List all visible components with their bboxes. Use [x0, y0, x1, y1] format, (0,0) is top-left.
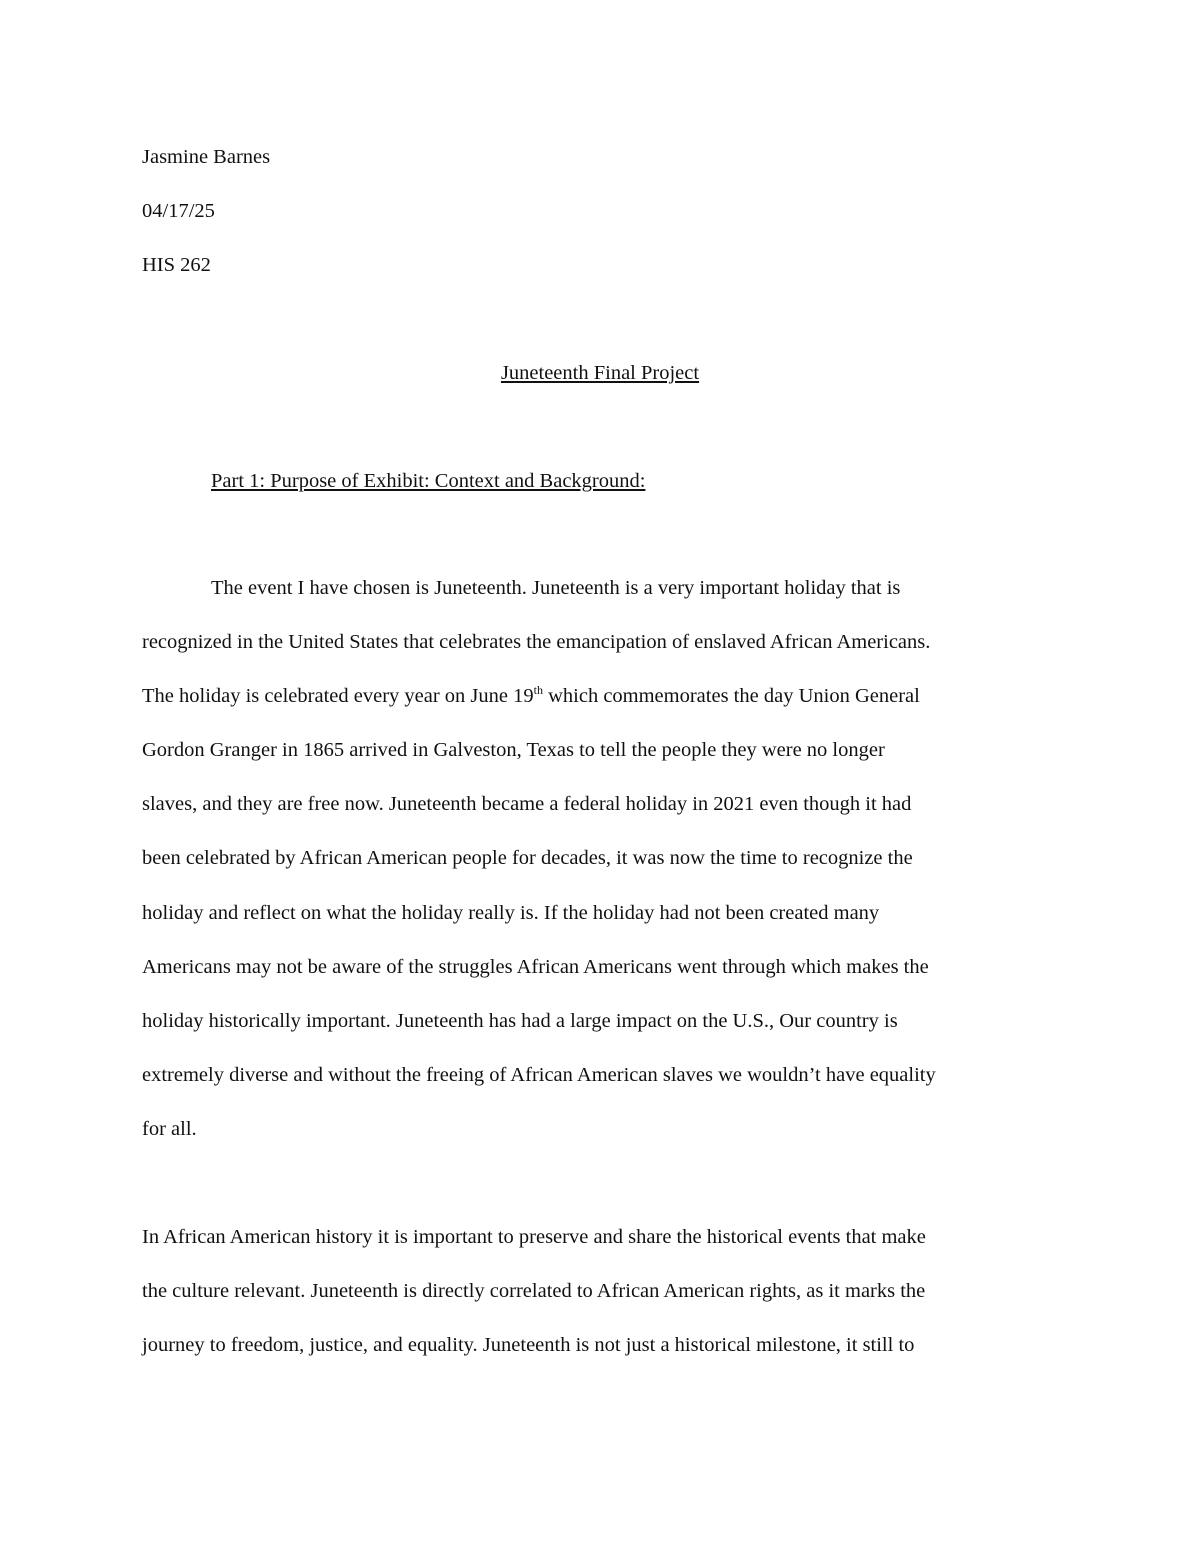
ordinal-suffix: th [533, 683, 543, 698]
paragraph-line: the culture relevant. Juneteenth is directly correlated to African American rights, as it marks the [142, 1280, 926, 1303]
submission-date: 04/17/25 [142, 200, 215, 222]
paragraph-line: recognized in the United States that celebrates the emancipation of enslaved African Americans. [142, 631, 931, 654]
section-heading: Part 1: Purpose of Exhibit: Context and Background: [211, 470, 646, 492]
paragraph-line: In African American history it is important to preserve and share the historical events that make [142, 1226, 926, 1248]
paragraph-line: been celebrated by African American people for decades, it was now the time to recognize the [142, 847, 913, 870]
paragraph-line: extremely diverse and without the freeing of African American slaves we wouldn’t have equality [142, 1063, 936, 1086]
paragraph-line: slaves, and they are free now. Juneteenth became a federal holiday in 2021 even though it had [142, 793, 912, 816]
paragraph-line: journey to freedom, justice, and equality. Juneteenth is not just a historical milestone, it still to [142, 1334, 915, 1357]
paragraph-1 [142, 561, 1058, 1156]
paragraph-line: The holiday is celebrated every year on June 19th which commemorates the day Union General [142, 683, 920, 708]
paragraph-line: Americans may not be aware of the struggles African Americans went through which makes the [142, 955, 929, 978]
document-title: Juneteenth Final Project [500, 362, 700, 384]
paragraph-line: Gordon Granger in 1865 arrived in Galveston, Texas to tell the people they were no longer [142, 739, 885, 762]
paragraph-line: holiday and reflect on what the holiday really is. If the holiday had not been created many [142, 901, 880, 924]
course-code: HIS 262 [142, 254, 211, 276]
paragraph-line: holiday historically important. Juneteenth has had a large impact on the U.S., Our country is [142, 1009, 898, 1032]
author-name: Jasmine Barnes [142, 146, 271, 168]
paragraph-line: The event I have chosen is Juneteenth. Juneteenth is a very important holiday that is [211, 577, 901, 599]
paragraph-2 [142, 1210, 1058, 1372]
paragraph-line: for all. [142, 1117, 197, 1140]
